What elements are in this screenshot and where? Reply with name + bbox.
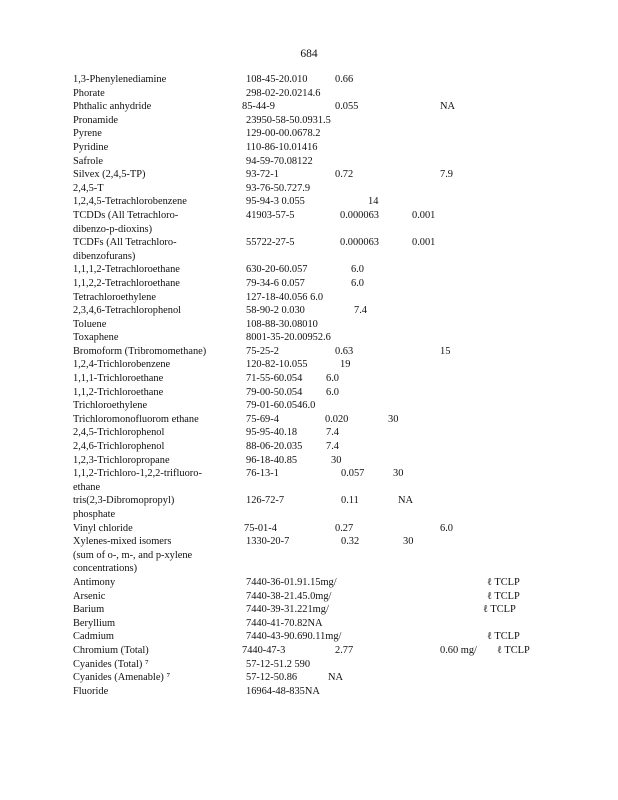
table-row [0,549,618,563]
value-v1: 7.4 [354,305,367,317]
table-row [0,168,618,182]
table-row [0,535,618,549]
value-v1: 0.055 [335,101,359,113]
table-row [0,413,618,427]
table-row [0,250,618,264]
constituent-name: concentrations) [73,563,138,575]
constituent-name: 1,2,4,5-Tetrachlorobenzene [73,196,187,208]
value-v3: ℓ TCLP [483,604,516,616]
value-v2: NA [398,495,414,507]
page-number: 684 [300,48,318,60]
value-v2: 6.0 [440,522,453,534]
table-row [0,481,618,495]
constituent-name: Pyrene [73,128,102,140]
cas-number: 96-18-40.85 [246,454,298,466]
table-row [0,386,618,400]
constituent-name: tris(2,3-Dibromopropyl) [73,495,175,507]
cas-number: 120-82-10.055 [246,359,308,371]
table-row [0,277,618,291]
constituent-name: dibenzofurans) [73,250,136,262]
table-row [0,155,618,169]
table-row [0,291,618,305]
value-v2: 0.001 [412,237,436,249]
constituent-name: ethane [73,481,101,493]
constituent-name: Toxaphene [73,332,119,344]
table-row [0,440,618,454]
value-v1: 0.11 [341,495,359,507]
table-row [0,195,618,209]
constituent-name: Antimony [73,576,116,588]
cas-number: 7440-38-21.45.0mg/ [246,590,332,602]
table-row [0,331,618,345]
cas-number: 1330-20-7 [246,536,290,548]
cas-number: 79-01-60.0546.0 [246,400,316,412]
constituent-name: Barium [73,604,105,616]
constituent-name: phosphate [73,509,116,520]
table-row [0,426,618,440]
cas-number: 110-86-10.01416 [246,141,318,153]
constituent-name: 1,1,2,2-Tetrachloroethane [73,277,180,289]
table-row [0,87,618,101]
value-v1: 7.4 [326,441,339,453]
cas-number: 95-94-3 0.055 [246,196,305,208]
table-row [0,236,618,250]
value-v1: 30 [331,454,342,466]
constituent-name: TCDDs (All Tetrachloro- [73,209,179,221]
cas-number: 85-44-9 [242,101,275,113]
table-row [0,399,618,413]
cas-number: 16964-48-835NA [246,685,320,697]
table-row [0,467,618,481]
cas-number: 95-95-40.18 [246,427,298,439]
constituent-name: Chromium (Total) [73,644,149,656]
constituent-name: Toluene [73,318,107,330]
constituent-name: 1,1,1-Trichloroethane [73,373,164,385]
table-row [0,304,618,318]
cas-number: 7440-41-70.82NA [246,617,323,629]
value-v1: 0.27 [335,522,354,534]
table-row [0,562,618,576]
cas-number: 75-01-4 [244,522,277,534]
constituent-name: Tetrachloroethylene [73,291,156,303]
cas-number: 58-90-2 0.030 [246,305,305,317]
constituent-name: dibenzo-p-dioxins) [73,223,153,235]
value-v2: 0.60 mg/ [440,644,477,656]
table-row [0,644,618,658]
value-v2: 0.001 [412,209,436,221]
cas-number: 23950-58-50.0931.5 [246,114,331,126]
table-row [0,685,618,699]
constituent-name: Cyanides (Total) ⁷ [73,658,149,670]
cas-number: 108-88-30.08010 [246,318,318,330]
table-row [0,263,618,277]
table-row [0,522,618,536]
table-row [0,630,618,644]
table-row [0,209,618,223]
cas-number: 108-45-20.010 [246,74,308,85]
value-v1: 19 [340,359,351,371]
table-row [0,223,618,237]
table-row [0,318,618,332]
constituent-name: 1,1,1,2-Tetrachloroethane [73,264,180,276]
value-v3: ℓ TCLP [487,631,520,643]
table-row [0,658,618,672]
constituent-name: 1,2,4-Trichlorobenzene [73,359,171,371]
constituent-name: Phorate [73,87,105,99]
constituent-name: Cyanides (Amenable) ⁷ [73,672,171,684]
constituent-name: Cadmium [73,631,114,643]
constituent-name: Pronamide [73,114,119,126]
constituent-name: Bromoform (Tribromomethane) [73,345,207,357]
value-v1: 0.020 [325,413,349,425]
cas-number: 94-59-70.08122 [246,155,313,167]
cas-number: 298-02-20.0214.6 [246,87,321,99]
constituent-name: Trichloroethylene [73,400,148,412]
constituent-name: 1,3-Phenylenediamine [73,74,167,85]
table-row [0,141,618,155]
cas-number: 88-06-20.035 [246,441,303,453]
constituent-name: 1,1,2-Trichloroethane [73,386,164,398]
table-row [0,358,618,372]
constituent-name: Pyridine [73,141,109,153]
constituent-name: 2,4,5-Trichlorophenol [73,427,165,439]
constituent-name: Xylenes-mixed isomers [73,536,172,548]
value-v2: 15 [440,345,451,357]
value-v2: 30 [403,536,414,548]
cas-number: 79-34-6 0.057 [246,277,305,289]
cas-number: 93-76-50.727.9 [246,182,311,194]
cas-number: 55722-27-5 [246,237,295,249]
cas-number: 7440-36-01.91.15mg/ [246,576,337,588]
value-v1: 6.0 [351,264,364,276]
constituent-name: 1,2,3-Trichloropropane [73,454,170,466]
cas-number: 41903-57-5 [246,209,295,221]
cas-number: 71-55-60.054 [246,373,303,385]
value-v1: NA [328,672,344,684]
cas-number: 79-00-50.054 [246,386,303,398]
constituent-name: 2,4,6-Trichlorophenol [73,441,165,453]
constituent-table [0,73,618,698]
table-row [0,617,618,631]
table-row [0,182,618,196]
cas-number: 630-20-60.057 [246,264,308,276]
constituent-name: 2,3,4,6-Tetrachlorophenol [73,305,182,317]
value-v1: 0.63 [335,345,354,357]
cas-number: 75-25-2 [246,345,279,357]
cas-number: 127-18-40.056 6.0 [246,291,324,303]
cas-number: 126-72-7 [246,495,285,507]
table-row [0,590,618,604]
value-v1: 0.000063 [340,237,379,249]
constituent-name: 2,4,5-T [73,182,104,194]
table-row [0,100,618,114]
cas-number: 57-12-50.86 [246,672,298,684]
table-row [0,454,618,468]
value-v1: 0.000063 [340,209,379,221]
constituent-name: Trichloromonofluorom ethane [73,413,199,425]
value-v2: 7.9 [440,169,453,181]
value-v1: 6.0 [326,386,339,398]
table-row [0,114,618,128]
table-row [0,494,618,508]
cas-number: 57-12-51.2 590 [246,658,311,670]
value-v1: 0.72 [335,169,354,181]
value-v1: 2.77 [335,644,354,656]
constituent-name: Safrole [73,155,104,167]
cas-number: 8001-35-20.00952.6 [246,332,331,344]
table-row [0,345,618,359]
cas-number: 129-00-00.0678.2 [246,128,321,140]
value-v1: 0.66 [335,74,354,85]
value-v2: 30 [388,413,399,425]
value-v3: ℓ TCLP [487,590,520,602]
constituent-name: Fluoride [73,685,109,697]
value-v1: 6.0 [326,373,339,385]
constituent-name: Phthalic anhydride [73,101,152,113]
value-v3: ℓ TCLP [497,644,530,656]
table-row [0,372,618,386]
cas-number: 75-69-4 [246,413,279,425]
table-row [0,671,618,685]
value-v3: ℓ TCLP [487,576,520,588]
constituent-name: Vinyl chloride [73,522,133,534]
constituent-name: Silvex (2,4,5-TP) [73,169,146,181]
cas-number: 7440-39-31.221mg/ [246,604,329,616]
value-v1: 0.057 [341,468,365,480]
value-extra: 14 [368,196,379,208]
cas-number: 76-13-1 [246,468,279,480]
table-row [0,576,618,590]
table-row [0,508,618,522]
cas-number: 93-72-1 [246,169,279,181]
value-v2: NA [440,101,456,113]
constituent-name: (sum of o-, m-, and p-xylene [73,549,193,561]
value-v1: 7.4 [326,427,339,439]
value-v1: 6.0 [351,277,364,289]
constituent-name: 1,1,2-Trichloro-1,2,2-trifluoro- [73,468,202,480]
constituent-name: TCDFs (All Tetrachloro- [73,237,177,249]
cas-number: 7440-47-3 [242,644,286,656]
cas-number: 7440-43-90.690.11mg/ [246,631,342,643]
table-row [0,73,618,87]
value-v2: 30 [393,468,404,480]
constituent-name: Arsenic [73,590,106,602]
table-row [0,127,618,141]
value-v1: 0.32 [341,536,360,548]
table-row [0,603,618,617]
constituent-name: Beryllium [73,617,116,629]
